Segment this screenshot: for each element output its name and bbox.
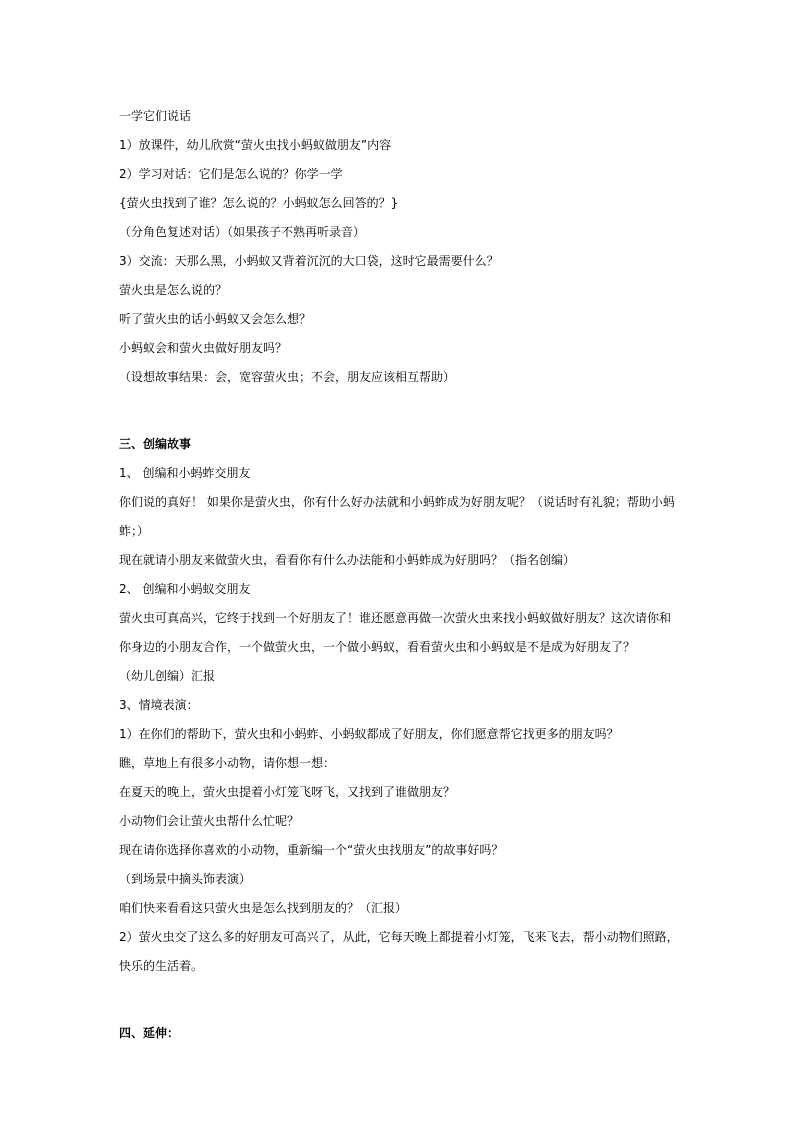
paragraph: 你们说的真好！ 如果你是萤火虫，你有什么好办法就和小蚂蚱成为好朋友呢？（说话时有礼貌；帮助小蚂蚱；） [119,495,675,538]
paragraph: 小蚂蚁会和萤火虫做好朋友吗？ [119,341,288,355]
section-heading-extension: 四、延伸： [119,1026,180,1040]
paragraph: 小动物们会让萤火虫帮什么忙呢？ [119,814,300,828]
paragraph: （幼儿创编）汇报 [119,669,216,683]
document-page [119,102,679,1048]
paragraph: 听了萤火虫的话小蚂蚁又会怎么想？ [119,312,312,326]
paragraph: 萤火虫是怎么说的？ [119,283,228,297]
paragraph: 在夏天的晚上，萤火虫提着小灯笼飞呀飞，又找到了谁做朋友？ [119,785,456,799]
paragraph: （到场景中摘头饰表演） [119,872,252,886]
spacer [119,392,679,430]
paragraph: 咱们快来看看这只萤火虫是怎么找到朋友的？（汇报） [119,901,408,915]
paragraph: 瞧，草地上有很多小动物，请你想一想： [119,756,336,770]
spacer [119,981,679,1019]
paragraph: 1、 创编和小蚂蚱交朋友 [119,466,251,480]
section-heading-create-story: 三、创编故事 [119,437,192,451]
paragraph: （分角色复述对话）（如果孩子不熟再听录音） [119,225,366,239]
paragraph: 现在就请小朋友来做萤火虫，看看你有什么办法能和小蚂蚱成为好朋吗？（指名创编） [119,553,576,567]
paragraph: 3、情境表演： [119,698,199,712]
paragraph: 1）在你们的帮助下，萤火虫和小蚂蚱、小蚂蚁都成了好朋友，你们愿意帮它找更多的朋友吗？ [119,727,619,741]
paragraph: （设想故事结果：会，宽容萤火虫；不会，朋友应该相互帮助） [119,370,456,384]
paragraph-learn-talk: 一学它们说话 [119,109,192,123]
paragraph: 1）放课件，幼儿欣赏“萤火虫找小蚂蚁做朋友”内容 [119,138,392,152]
paragraph: 3）交流：天那么黑，小蚂蚁又背着沉沉的大口袋，这时它最需要什么？ [119,254,499,268]
paragraph: 2、 创编和小蚂蚁交朋友 [119,582,251,596]
paragraph: 萤火虫可真高兴，它终于找到一个好朋友了！谁还愿意再做一次萤火虫来找小蚂蚁做好朋友？这次请你和你身边的小朋友合作，一个做萤火虫，一个做小蚂蚁，看看萤火虫和小蚂蚁是不是成为好朋友了？ [119,611,672,654]
paragraph: 2）学习对话：它们是怎么说的？你学一学 [119,167,343,181]
paragraph: 2）萤火虫交了这么多的好朋友可高兴了，从此，它每天晚上都提着小灯笼，飞来飞去，帮小动物们照路，快乐的生活着。 [119,930,679,973]
paragraph: 现在请你选择你喜欢的小动物，重新编一个“萤火虫找朋友”的故事好吗？ [119,843,504,857]
paragraph: {萤火虫找到了谁？怎么说的？小蚂蚁怎么回答的？} [119,196,399,210]
